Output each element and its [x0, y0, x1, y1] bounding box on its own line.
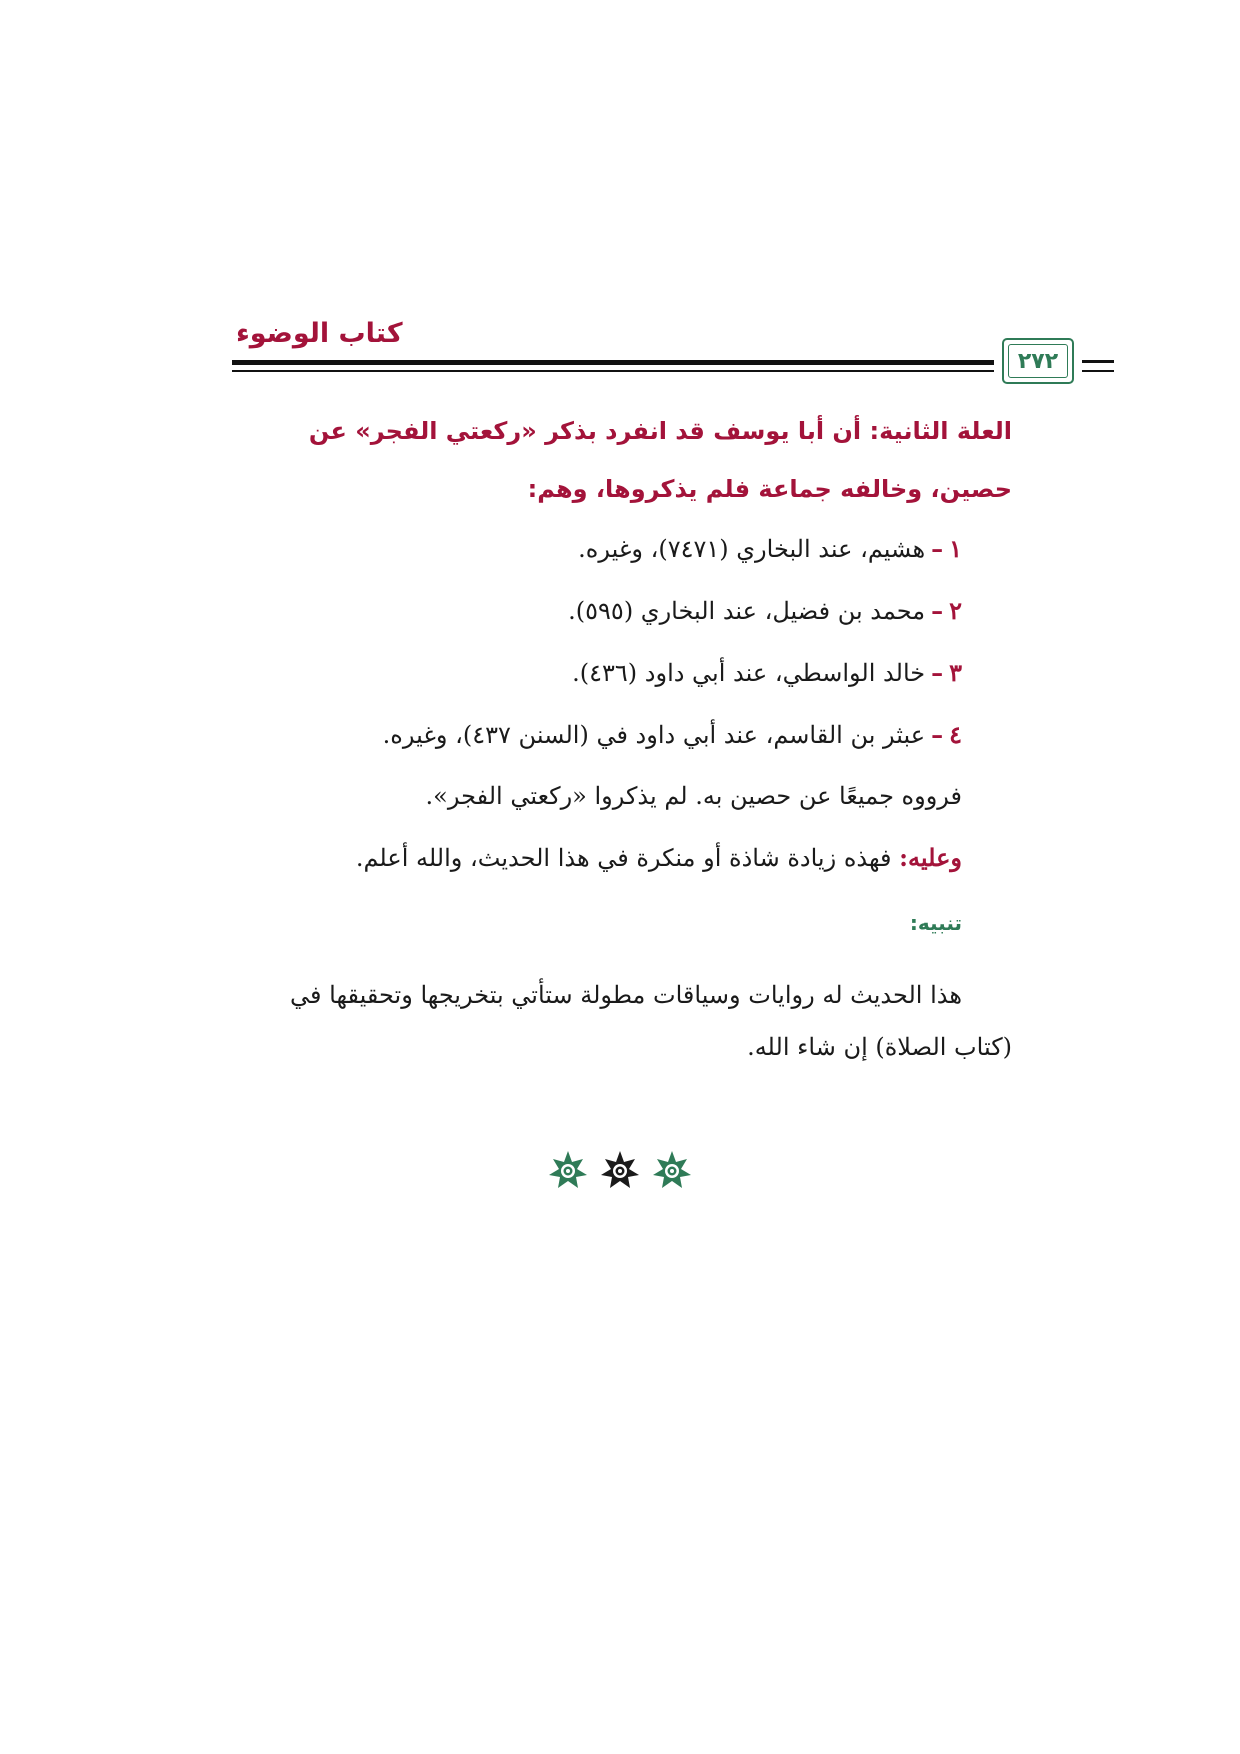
list-item-text: هشيم، عند البخاري (٧٤٧١)، وغيره. [578, 535, 926, 563]
page-header [232, 318, 1059, 388]
lead-paragraph: العلة الثانية: أن أبا يوسف قد انفرد بذكر «ركعتي الفجر» عن حصين، وخالفه جماعة فلم يذكروها، وهم: [308, 417, 1012, 503]
page-number: ٢٧٢ [1017, 348, 1059, 374]
list-item: ٢–محمد بن فضيل، عند البخاري (٥٩٥). [568, 596, 962, 625]
conclusion-paragraph [228, 827, 1012, 889]
header-rule-right-thin [1082, 370, 1114, 372]
page-body [228, 402, 1012, 1073]
header-rule-thin [232, 370, 994, 372]
notice-title: تنبيه: [909, 911, 962, 935]
list-item-number: ١ [949, 534, 962, 563]
conclusion-label: وعليه: [899, 843, 962, 872]
header-rule-thick [232, 360, 994, 365]
list-item: ١–هشيم، عند البخاري (٧٤٧١)، وغيره. [578, 534, 962, 563]
list-item: ٤–عبثر بن القاسم، عند أبي داود في (السنن ٤٣٧)، وغيره. [382, 720, 962, 749]
conclusion-text: فهذه زيادة شاذة أو منكرة في هذا الحديث، والله أعلم. [355, 844, 892, 872]
section-end-ornaments [545, 1145, 695, 1195]
book-title: كتاب الوضوء [236, 318, 403, 349]
page-number-frame [1002, 338, 1074, 384]
flower-ornament-icon [600, 1150, 640, 1190]
list-item-number: ٣ [949, 658, 962, 687]
list-item-text: عبثر بن القاسم، عند أبي داود في (السنن ٤٣٧)، وغيره. [382, 721, 926, 749]
list-item-text: محمد بن فضيل، عند البخاري (٥٩٥). [568, 597, 926, 625]
flower-ornament-icon [652, 1150, 692, 1190]
flower-ornament-icon [548, 1150, 588, 1190]
summary-paragraph: فرووه جميعًا عن حصين به. لم يذكروا «ركعتي الفجر». [425, 782, 962, 810]
list-item-text: خالد الواسطي، عند أبي داود (٤٣٦). [572, 659, 926, 687]
list-item-number: ٢ [949, 596, 962, 625]
notice-paragraph: هذا الحديث له روايات وسياقات مطولة ستأتي بتخريجها وتحقيقها في (كتاب الصلاة) إن شاء الله. [290, 981, 1012, 1061]
list-item: ٣–خالد الواسطي، عند أبي داود (٤٣٦). [572, 658, 962, 687]
list-item-number: ٤ [949, 720, 962, 749]
header-rule-right-thick [1082, 360, 1114, 363]
